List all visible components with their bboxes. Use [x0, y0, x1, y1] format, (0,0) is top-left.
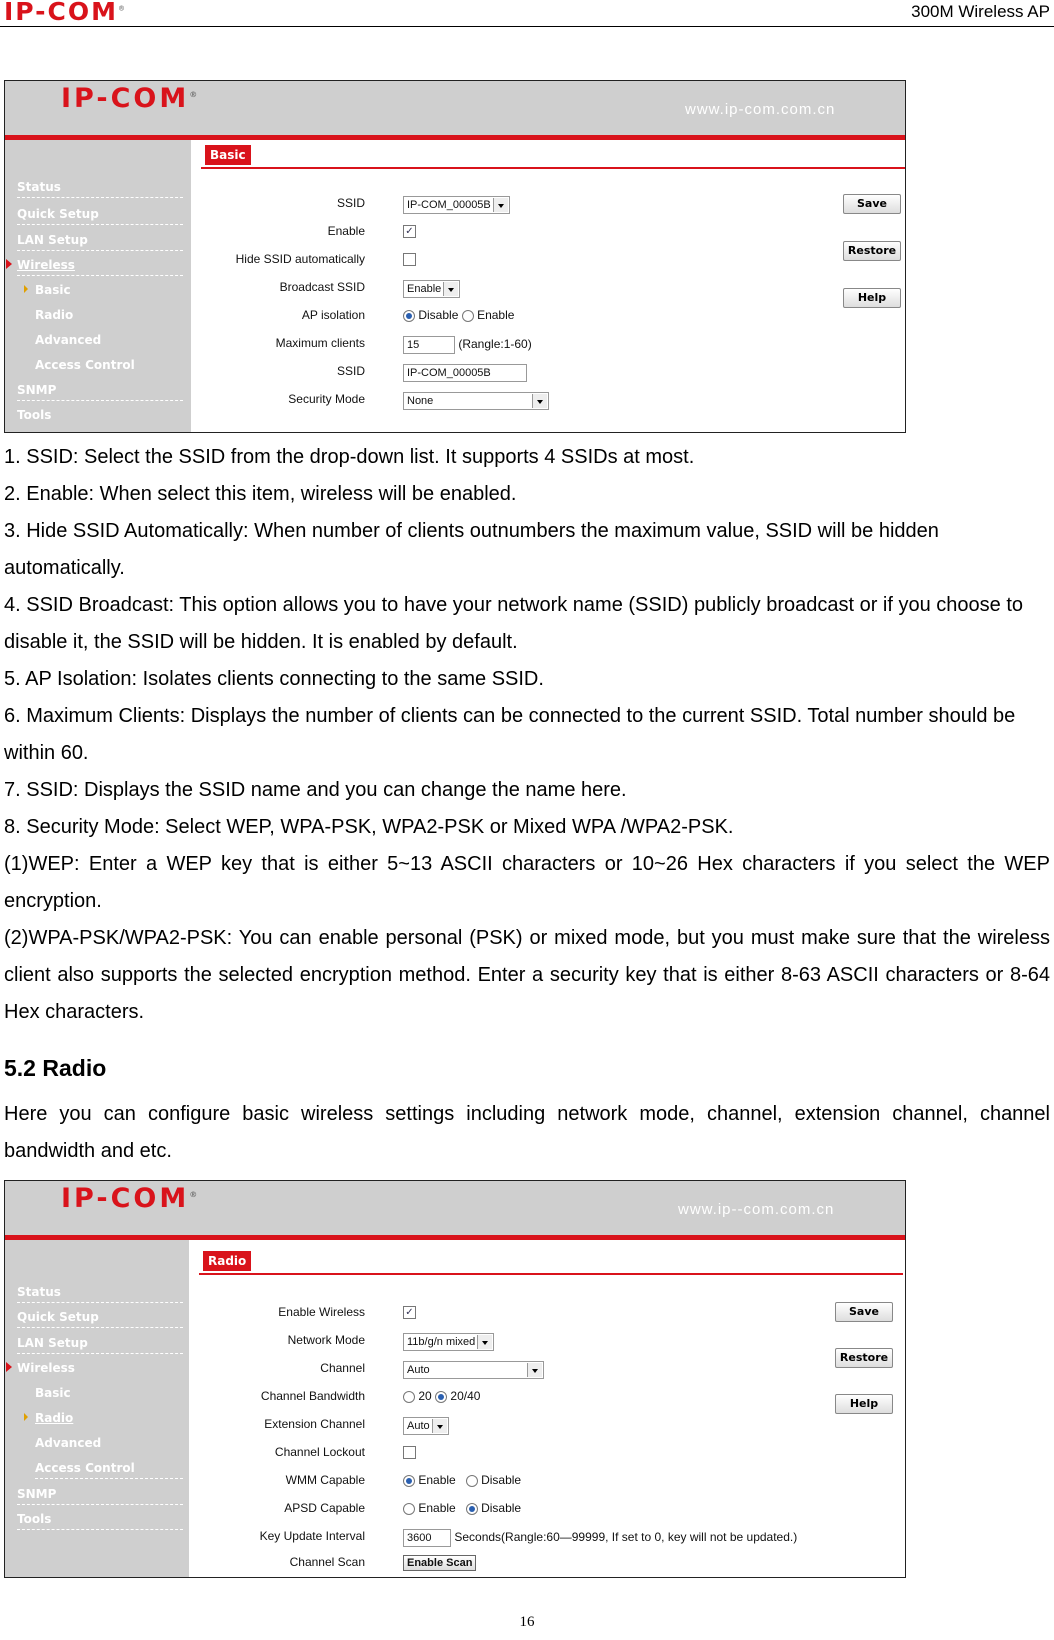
apsd-enable-radio[interactable] — [403, 1503, 415, 1515]
enable-wireless-label: Enable Wireless — [278, 1305, 365, 1319]
wmm-disable-radio[interactable] — [466, 1475, 478, 1487]
nav-advanced[interactable]: Advanced — [35, 333, 102, 347]
apsd-label: APSD Capable — [284, 1501, 365, 1515]
isolation-enable-label: Enable — [477, 308, 515, 322]
key-interval-label: Key Update Interval — [259, 1529, 365, 1543]
help-button[interactable]: Help — [843, 288, 901, 308]
key-interval-note: Seconds(Rangle:60—99999, If set to 0, key will not be updated.) — [454, 1530, 798, 1544]
nav-snmp[interactable]: SNMP — [17, 383, 183, 401]
chevron-down-icon — [537, 400, 543, 404]
help-button[interactable]: Help — [835, 1394, 893, 1414]
ssid2-label: SSID — [336, 364, 365, 378]
router-url: www.ip-com.com.cn — [685, 101, 836, 118]
chevron-down-icon — [448, 288, 454, 292]
nav-quick-setup[interactable]: Quick Setup — [17, 1310, 183, 1328]
extension-select[interactable]: Auto — [403, 1417, 449, 1435]
screenshot-radio — [4, 1180, 906, 1578]
document-title: 300M Wireless AP — [911, 2, 1050, 21]
page-header — [0, 0, 1054, 27]
network-mode-select[interactable]: 11b/g/n mixed — [403, 1333, 494, 1351]
apsd-disable-label: Disable — [481, 1501, 522, 1515]
apsd-disable-radio[interactable] — [466, 1503, 478, 1515]
enable-wireless-checkbox[interactable]: ✓ — [403, 1306, 416, 1319]
network-mode-label: Network Mode — [287, 1333, 365, 1347]
extension-label: Extension Channel — [264, 1417, 365, 1431]
security-select[interactable]: None — [403, 392, 549, 410]
nav-basic[interactable]: Basic — [35, 283, 183, 300]
chevron-down-icon — [532, 1369, 538, 1373]
lockout-label: Channel Lockout — [274, 1445, 365, 1459]
isolation-disable-label: Disable — [418, 308, 459, 322]
channel-select[interactable]: Auto — [403, 1361, 544, 1379]
nav-lan-setup[interactable]: LAN Setup — [17, 233, 183, 251]
paragraph: 4. SSID Broadcast: This option allows you to have your network name (SSID) publicly broadcast or if you choose to disable it, the SSID will be hidden. It is enabled by default. — [4, 594, 1024, 653]
ssid-select[interactable]: IP-COM_00005B — [403, 196, 510, 214]
nav-advanced[interactable]: Advanced — [35, 1436, 102, 1450]
router-logo: IP-COM® — [61, 83, 201, 114]
isolation-disable-radio[interactable] — [403, 310, 415, 322]
paragraph: 2. Enable: When select this item, wireless will be enabled. — [4, 483, 517, 505]
security-label: Security Mode — [288, 392, 365, 406]
router-banner — [5, 81, 905, 140]
router-url: www.ip--com.com.cn — [678, 1201, 835, 1218]
broadcast-select[interactable]: Enable — [403, 280, 460, 298]
paragraph: 6. Maximum Clients: Displays the number of clients can be connected to the current SSID. Total number should be within 60. — [4, 705, 1016, 764]
nav-access-control[interactable]: Access Control — [35, 1461, 183, 1479]
paragraph: 7. SSID: Displays the SSID name and you can change the name here. — [4, 779, 627, 801]
nav-tools[interactable]: Tools — [17, 408, 52, 422]
enable-label: Enable — [327, 224, 365, 238]
enable-scan-button[interactable]: Enable Scan — [403, 1555, 476, 1571]
bandwidth-20-radio[interactable] — [403, 1391, 415, 1403]
bandwidth-label: Channel Bandwidth — [260, 1389, 365, 1403]
enable-checkbox[interactable]: ✓ — [403, 225, 416, 238]
nav-snmp[interactable]: SNMP — [17, 1487, 183, 1505]
ssid-name-input[interactable]: IP-COM_00005B — [403, 364, 527, 382]
body-text-2 — [4, 1096, 1050, 1170]
tab-basic[interactable]: Basic — [205, 145, 251, 165]
nav-lan-setup[interactable]: LAN Setup — [17, 1336, 183, 1354]
bandwidth-2040-radio[interactable] — [435, 1391, 447, 1403]
nav-wireless[interactable]: Wireless — [17, 258, 183, 276]
channel-scan-label: Channel Scan — [289, 1555, 365, 1569]
tab-underline — [201, 167, 905, 169]
ssid-label: SSID — [336, 196, 365, 210]
hide-ssid-checkbox[interactable] — [403, 253, 416, 266]
nav-status[interactable]: Status — [17, 1285, 183, 1303]
lockout-checkbox[interactable] — [403, 1446, 416, 1459]
screenshot-basic — [4, 80, 906, 433]
nav-tools[interactable]: Tools — [17, 1512, 183, 1530]
wmm-disable-label: Disable — [481, 1473, 522, 1487]
nav-status[interactable]: Status — [17, 180, 183, 198]
maxclients-input[interactable]: 15 — [403, 336, 455, 354]
section-heading: 5.2 Radio — [4, 1055, 107, 1081]
paragraph: 1. SSID: Select the SSID from the drop-down list. It supports 4 SSIDs at most. — [4, 446, 695, 468]
nav-access-control[interactable]: Access Control — [35, 358, 135, 372]
chevron-down-icon — [482, 1341, 488, 1345]
bandwidth-2040-label: 20/40 — [450, 1389, 481, 1403]
broadcast-label: Broadcast SSID — [279, 280, 365, 294]
hide-ssid-label: Hide SSID automatically — [235, 252, 365, 266]
apsd-enable-label: Enable — [418, 1501, 456, 1515]
paragraph: 3. Hide SSID Automatically: When number of clients outnumbers the maximum value, SSID will be hidden automatically. — [4, 520, 939, 579]
tab-radio[interactable]: Radio — [203, 1251, 251, 1271]
save-button[interactable]: Save — [843, 194, 901, 214]
paragraph: 8. Security Mode: Select WEP, WPA-PSK, WPA2-PSK or Mixed WPA /WPA2-PSK. — [4, 816, 734, 838]
save-button[interactable]: Save — [835, 1302, 893, 1322]
page-number: 16 — [519, 1614, 535, 1630]
restore-button[interactable]: Restore — [843, 241, 901, 261]
nav-radio[interactable]: Radio — [35, 1411, 183, 1428]
paragraph: Here you can configure basic wireless settings including network mode, channel, extension channel, channel bandwidth and etc. — [4, 1103, 1050, 1162]
nav-basic[interactable]: Basic — [35, 1386, 71, 1400]
chevron-down-icon — [437, 1425, 443, 1429]
wmm-enable-radio[interactable] — [403, 1475, 415, 1487]
bandwidth-20-label: 20 — [418, 1389, 432, 1403]
chevron-down-icon — [498, 204, 504, 208]
wmm-enable-label: Enable — [418, 1473, 456, 1487]
router-banner — [5, 1181, 905, 1240]
paragraph: 5. AP Isolation: Isolates clients connecting to the same SSID. — [4, 668, 544, 690]
isolation-label: AP isolation — [301, 308, 365, 322]
body-text-1 — [4, 439, 1050, 1031]
nav-quick-setup[interactable]: Quick Setup — [17, 207, 183, 225]
wmm-label: WMM Capable — [285, 1473, 365, 1487]
ipcom-logo: IP-COM® — [4, 0, 128, 26]
router-logo: IP-COM® — [61, 1183, 201, 1214]
tab-underline — [199, 1273, 903, 1275]
isolation-enable-radio[interactable] — [462, 310, 474, 322]
maxclients-range: (Rangle:1-60) — [458, 337, 532, 351]
channel-label: Channel — [320, 1361, 365, 1375]
paragraph: (2)WPA-PSK/WPA2-PSK: You can enable personal (PSK) or mixed mode, but you must make sure that the wireless client also supports the selected encryption method. Enter a security key that is either 8-63 ASCII characters or 8-64 Hex characters. — [4, 927, 1050, 1023]
key-interval-input[interactable]: 3600 — [403, 1529, 451, 1547]
nav-radio[interactable]: Radio — [35, 308, 74, 322]
maxclients-label: Maximum clients — [275, 336, 365, 350]
nav-wireless[interactable]: Wireless — [17, 1361, 183, 1378]
restore-button[interactable]: Restore — [835, 1348, 893, 1368]
paragraph: (1)WEP: Enter a WEP key that is either 5~13 ASCII characters or 10~26 Hex characters if you select the WEP encryption. — [4, 853, 1050, 912]
